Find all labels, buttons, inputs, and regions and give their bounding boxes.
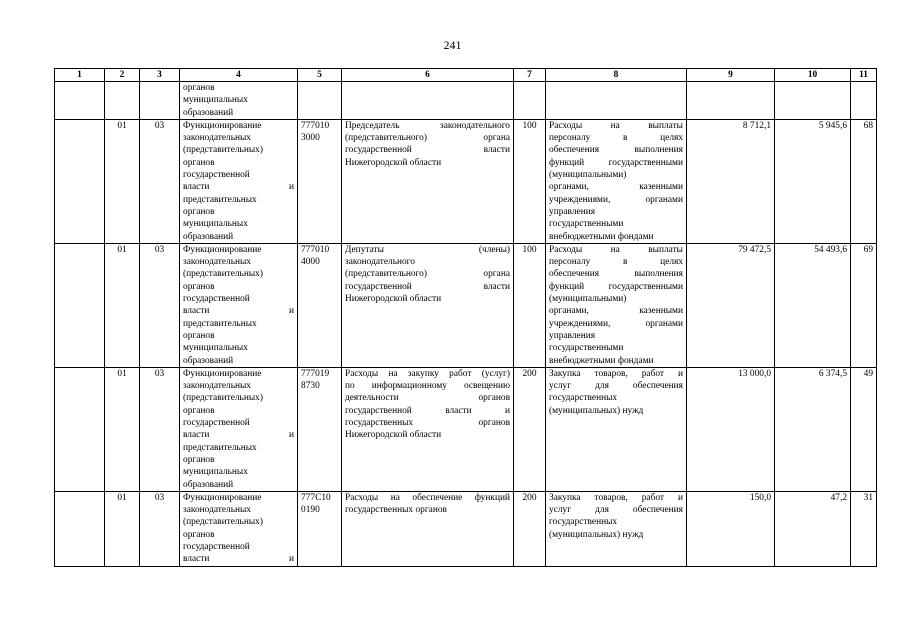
table-header-row (55, 69, 877, 82)
cell-row-number (55, 119, 105, 243)
header-cell: 2 (105, 69, 140, 82)
cell-section: 01 (105, 367, 140, 491)
cell-line: Расходы на закупку работ (услуг) (345, 368, 510, 379)
cell-section-name (180, 82, 298, 120)
cell-line: власти и (183, 306, 294, 317)
cell-expense-type: 200 (514, 491, 546, 566)
cell-target-code (298, 367, 342, 491)
cell-line: законодательных (183, 505, 251, 516)
cell-line: государственных (549, 393, 618, 404)
cell-percent (851, 82, 877, 120)
cell-line: 777С10 (301, 492, 331, 503)
cell-line: персоналу в целях (549, 257, 683, 268)
cell-target-name (342, 243, 514, 367)
cell-line: 3000 (301, 133, 320, 144)
cell-row-number (55, 82, 105, 120)
table-row (55, 491, 877, 566)
cell-section-name (180, 243, 298, 367)
header-cell: 4 (180, 69, 298, 82)
cell-expense-name (546, 119, 687, 243)
cell-line: Функционирование (183, 368, 262, 379)
cell-line: государственных органов (345, 418, 510, 429)
cell-line: органами, казенными (549, 182, 683, 193)
table-row (55, 82, 877, 120)
cell-line: учреждениями, органами (549, 318, 683, 329)
cell-section-name (180, 491, 298, 566)
cell-line: функций государственными (549, 281, 683, 292)
header-cell: 7 (514, 69, 546, 82)
cell-line: органов (183, 206, 215, 217)
cell-line: государственной власти и (345, 405, 510, 416)
cell-line: образований (183, 231, 234, 242)
cell-line: 777010 (301, 244, 330, 255)
cell-line: функций государственными (549, 157, 683, 168)
cell-line: образований (183, 107, 234, 118)
cell-section-name (180, 119, 298, 243)
cell-plan-amount: 79 472,5 (687, 243, 775, 367)
header-cell: 8 (546, 69, 687, 82)
cell-line: Нижегородской области (345, 430, 442, 441)
cell-line: Закупка товаров, работ и (549, 492, 683, 503)
cell-line: 4000 (301, 257, 320, 268)
cell-line: Функционирование (183, 120, 262, 131)
cell-line: органами, казенными (549, 306, 683, 317)
cell-line: 0190 (301, 505, 320, 516)
cell-target-name (342, 82, 514, 120)
cell-line: органов (183, 529, 215, 540)
cell-line: (представительных) (183, 393, 263, 404)
cell-line: органов (183, 405, 215, 416)
cell-actual-amount: 5 945,6 (775, 119, 851, 243)
cell-line: государственной (183, 418, 250, 429)
cell-line: (представительного) органа (345, 269, 510, 280)
cell-line: власти и (183, 430, 294, 441)
header-cell: 6 (342, 69, 514, 82)
cell-percent: 69 (851, 243, 877, 367)
cell-line: внебюджетными фондами (549, 231, 654, 242)
cell-line: Нижегородской области (345, 157, 442, 168)
header-cell: 3 (140, 69, 180, 82)
cell-line: Депутаты (члены) (345, 244, 510, 255)
cell-line: (представительных) (183, 517, 263, 528)
cell-section: 01 (105, 243, 140, 367)
header-cell: 1 (55, 69, 105, 82)
cell-line: государственной (183, 170, 250, 181)
cell-line: представительных (183, 442, 257, 453)
cell-row-number (55, 367, 105, 491)
cell-line: образований (183, 355, 234, 366)
cell-target-code (298, 243, 342, 367)
cell-line: управления (549, 206, 596, 217)
cell-line: власти и (183, 182, 294, 193)
cell-line: управления (549, 330, 596, 341)
cell-line: услуг для обеспечения (549, 381, 683, 392)
cell-line: представительных (183, 318, 257, 329)
cell-line: (представительных) (183, 145, 263, 156)
cell-line: муниципальных (183, 467, 248, 478)
cell-target-code (298, 119, 342, 243)
cell-line: учреждениями, органами (549, 194, 683, 205)
cell-target-code (298, 82, 342, 120)
cell-section (105, 82, 140, 120)
cell-subsection: 03 (140, 367, 180, 491)
cell-expense-name (546, 82, 687, 120)
cell-line: (представительных) (183, 269, 263, 280)
cell-plan-amount: 150,0 (687, 491, 775, 566)
header-cell: 9 (687, 69, 775, 82)
cell-subsection: 03 (140, 243, 180, 367)
cell-line: законодательных (183, 257, 251, 268)
cell-line: Закупка товаров, работ и (549, 368, 683, 379)
cell-line: государственными (549, 343, 624, 354)
cell-line: 777019 (301, 368, 330, 379)
cell-actual-amount (775, 82, 851, 120)
cell-line: деятельности органов (345, 393, 510, 404)
table-body (55, 82, 877, 567)
cell-line: внебюджетными фондами (549, 355, 654, 366)
cell-line: образований (183, 479, 234, 490)
cell-line: законодательного (345, 257, 415, 268)
header-cell: 10 (775, 69, 851, 82)
table-row (55, 243, 877, 367)
cell-subsection: 03 (140, 491, 180, 566)
cell-line: Расходы на обеспечение функций (345, 492, 510, 503)
cell-line: государственной (183, 294, 250, 305)
cell-line: законодательных (183, 133, 251, 144)
cell-actual-amount: 54 493,6 (775, 243, 851, 367)
cell-line: обеспечения выполнения (549, 269, 683, 280)
cell-line: государственных органов (345, 505, 447, 516)
cell-line: (муниципальных) нужд (549, 405, 644, 416)
cell-line: муниципальных (183, 343, 248, 354)
cell-line: Председатель законодательного (345, 120, 510, 131)
cell-row-number (55, 243, 105, 367)
cell-percent: 31 (851, 491, 877, 566)
cell-percent: 49 (851, 367, 877, 491)
cell-expense-type (514, 82, 546, 120)
cell-expense-type: 100 (514, 119, 546, 243)
cell-line: муниципальных (183, 95, 248, 106)
cell-expense-name (546, 367, 687, 491)
cell-expense-name (546, 243, 687, 367)
header-cell: 11 (851, 69, 877, 82)
cell-line: органов (183, 454, 215, 465)
cell-line: Функционирование (183, 244, 262, 255)
cell-line: (муниципальными) (549, 294, 627, 305)
cell-target-name (342, 367, 514, 491)
cell-plan-amount: 8 712,1 (687, 119, 775, 243)
cell-line: (муниципальных) нужд (549, 529, 644, 540)
cell-line: государственной власти (345, 145, 510, 156)
cell-line: государственных (549, 517, 618, 528)
cell-line: Нижегородской области (345, 294, 442, 305)
cell-line: Расходы на выплаты (549, 120, 683, 131)
cell-line: органов (183, 281, 215, 292)
cell-target-name (342, 491, 514, 566)
cell-target-name (342, 119, 514, 243)
cell-line: органов (183, 330, 215, 341)
cell-line: 8730 (301, 381, 320, 392)
cell-line: Расходы на выплаты (549, 244, 683, 255)
cell-line: по информационному освещению (345, 381, 510, 392)
cell-line: Функционирование (183, 492, 262, 503)
cell-percent: 68 (851, 119, 877, 243)
cell-expense-type: 200 (514, 367, 546, 491)
cell-line: муниципальных (183, 219, 248, 230)
cell-actual-amount: 6 374,5 (775, 367, 851, 491)
cell-row-number (55, 491, 105, 566)
cell-line: органов (183, 157, 215, 168)
cell-subsection: 03 (140, 119, 180, 243)
cell-plan-amount: 13 000,0 (687, 367, 775, 491)
cell-line: персоналу в целях (549, 133, 683, 144)
header-cell: 5 (298, 69, 342, 82)
cell-line: (муниципальными) (549, 170, 627, 181)
cell-line: государственной (183, 542, 250, 553)
cell-line: представительных (183, 194, 257, 205)
cell-line: органов (183, 83, 215, 93)
cell-subsection (140, 82, 180, 120)
cell-section: 01 (105, 119, 140, 243)
cell-section: 01 (105, 491, 140, 566)
cell-actual-amount: 47,2 (775, 491, 851, 566)
table-row (55, 367, 877, 491)
cell-expense-type: 100 (514, 243, 546, 367)
table-row (55, 119, 877, 243)
cell-section-name (180, 367, 298, 491)
cell-target-code (298, 491, 342, 566)
cell-line: (представительного) органа (345, 133, 510, 144)
cell-line: законодательных (183, 381, 251, 392)
cell-line: услуг для обеспечения (549, 505, 683, 516)
cell-line: обеспечения выполнения (549, 145, 683, 156)
cell-line: государственной власти (345, 281, 510, 292)
cell-line: 777010 (301, 120, 330, 131)
cell-plan-amount (687, 82, 775, 120)
budget-table (54, 68, 877, 567)
cell-expense-name (546, 491, 687, 566)
cell-line: власти и (183, 554, 294, 565)
page-number: 241 (443, 38, 462, 52)
cell-line: государственными (549, 219, 624, 230)
